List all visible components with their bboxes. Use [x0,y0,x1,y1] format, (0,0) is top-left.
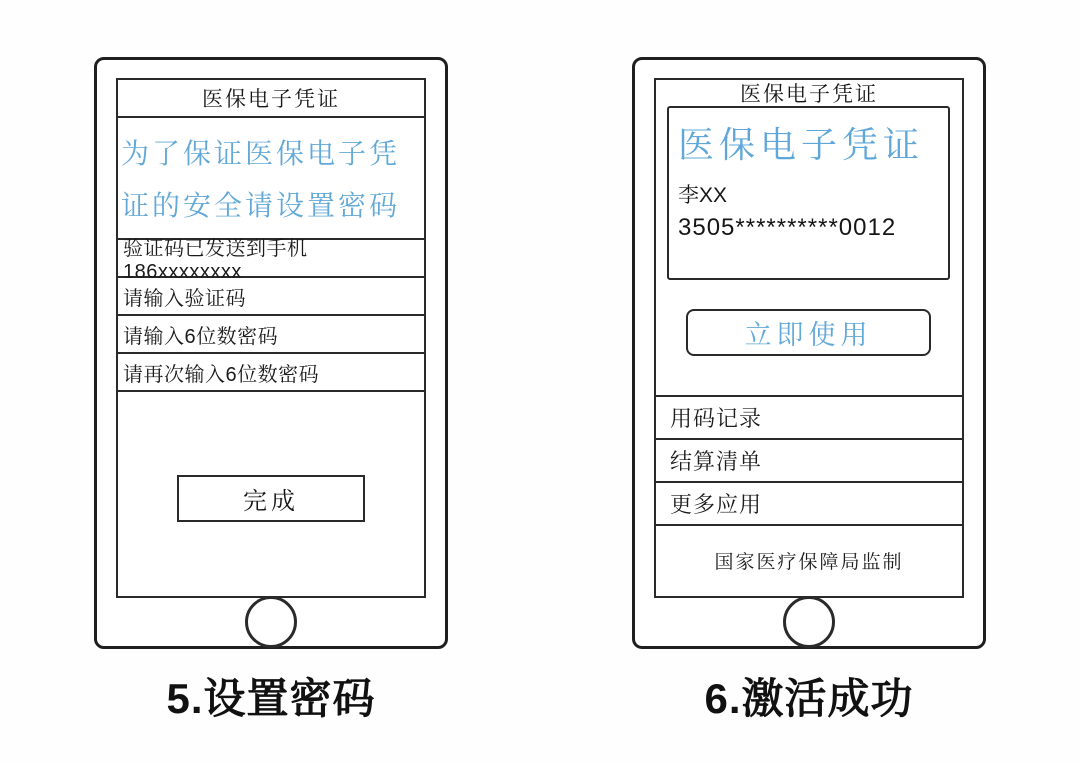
sms-status-text: 验证码已发送到手机 186xxxxxxxx [123,238,308,283]
menu-item-code-records[interactable] [656,395,962,438]
cert-id-masked: 3505**********0012 [678,214,897,241]
app-title: 医保电子凭证 [202,88,340,111]
home-button[interactable] [783,596,835,648]
menu-item-settlement-list[interactable] [656,438,962,481]
phone-screen-step6 [654,78,964,598]
password-confirm-input[interactable] [118,354,424,392]
menu-item-label: 结算清单 [670,449,763,474]
cert-holder-name: 李XX [678,184,728,207]
password-input[interactable] [118,316,424,354]
phone-frame-step5 [94,57,448,649]
issuer-footer: 国家医疗保障局监制 [656,524,962,594]
screen-bottom-area [118,392,424,547]
app-title: 医保电子凭证 [740,83,878,106]
menu-item-more-apps[interactable] [656,481,962,524]
password-placeholder: 请输入6位数密码 [123,325,279,348]
verification-code-placeholder: 请输入验证码 [123,287,246,310]
home-button[interactable] [245,596,297,648]
cert-card-title: 医保电子凭证 [678,124,925,165]
phone-frame-step6 [632,57,986,649]
menu-list [656,395,962,524]
password-confirm-placeholder: 请再次输入6位数密码 [123,363,320,386]
use-now-button[interactable]: 立即使用 [686,309,931,356]
insurance-cert-card [667,106,950,280]
done-button[interactable]: 完成 [177,475,365,522]
phone-screen-step5 [116,78,426,598]
app-title-bar [118,80,424,118]
menu-item-label: 用码记录 [670,406,763,431]
step6-caption: 6.激活成功 [704,675,914,722]
sms-status-row [118,238,424,283]
password-setup-notice: 为了保证医保电子凭证的安全请设置密码 [118,118,424,240]
step5-caption: 5.设置密码 [166,675,376,722]
menu-item-label: 更多应用 [670,492,763,517]
app-title-bar [656,80,962,106]
